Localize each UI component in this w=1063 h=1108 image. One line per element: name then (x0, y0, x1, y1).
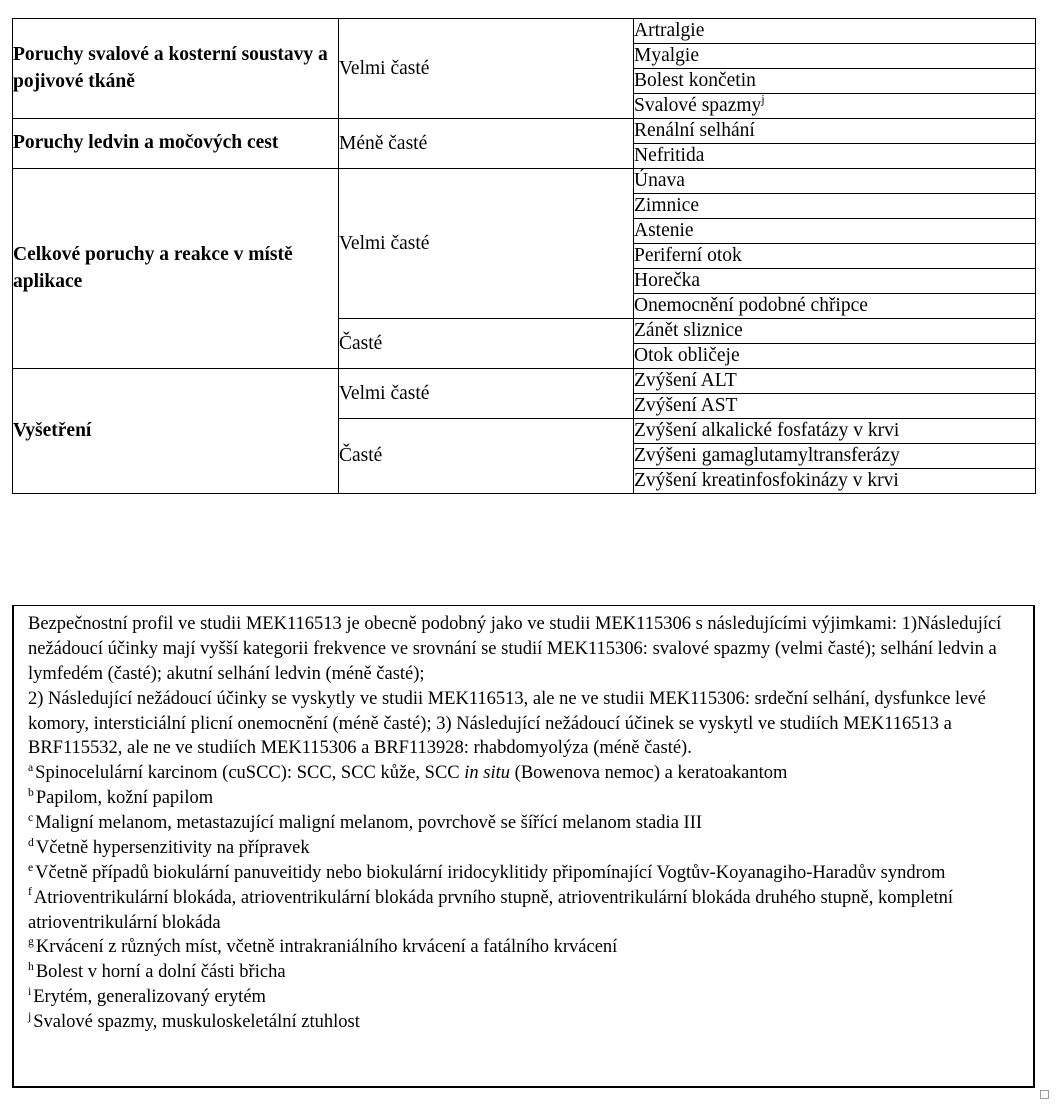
system-organ-class-cell: Poruchy ledvin a močových cest (13, 119, 339, 169)
footnote-item-marker: g (28, 935, 34, 949)
footnote-item (28, 886, 1023, 936)
adverse-reaction-term-cell (634, 94, 1036, 119)
footnote-item (28, 985, 1023, 1010)
footnote-item-text: Krvácení z různých míst, včetně intrakraniálního krvácení a fatálního krvácení (35, 937, 618, 958)
footnote-item (28, 935, 1023, 960)
table-row (13, 369, 1036, 394)
footnote-item-text: Spinocelulární karcinom (cuSCC): SCC, SCC kůže, SCC (35, 763, 465, 784)
adverse-reaction-term-cell (634, 119, 1036, 144)
adverse-reaction-term-label: Svalové spazmy (634, 95, 762, 117)
adverse-reaction-term-cell (634, 219, 1036, 244)
footnote-item-marker: c (28, 810, 34, 824)
adverse-reaction-term-label: Zvýšení AST (634, 395, 738, 417)
frequency-cell: Velmi časté (339, 169, 634, 319)
adverse-reaction-term-cell (634, 194, 1036, 219)
adverse-reaction-term-label: Bolest končetin (634, 70, 756, 92)
footnote-item (28, 861, 1023, 886)
adverse-reaction-term-cell (634, 469, 1036, 494)
system-organ-class-cell: Vyšetření (13, 369, 339, 494)
footnote-item-text: Včetně hypersenzitivity na přípravek (35, 837, 310, 858)
adverse-reaction-term-label: Zvýšeni gamaglutamyltransferázy (634, 445, 900, 467)
adverse-reaction-term-label: Astenie (634, 220, 694, 242)
adverse-reaction-term-cell (634, 44, 1036, 69)
adverse-reaction-term-cell (634, 369, 1036, 394)
frequency-cell: Velmi časté (339, 369, 634, 419)
footnote-item-marker: f (28, 885, 32, 899)
footnote-item-marker: h (28, 960, 34, 974)
frequency-cell: Časté (339, 319, 634, 369)
footnote-intro-paragraph: 2) Následující nežádoucí účinky se vyskytly ve studii MEK116513, ale ne ve studii MEK115306: srdeční selhání, dysfunkce levé komory, intersticiální plicní onemocnění (méně časté); 3) Následující nežádoucí účinek se vyskytl ve studiích MEK116513 a BRF115532, ale ne ve studiích MEK115306 a BRF113928: rhabdomyolýza (méně časté). (28, 688, 986, 759)
adverse-reaction-term-cell (634, 244, 1036, 269)
frequency-cell: Méně časté (339, 119, 634, 169)
footnote-item (28, 1010, 1023, 1035)
footnote-item-marker: e (28, 860, 34, 874)
table-row (13, 119, 1036, 144)
adverse-reaction-term-label: Periferní otok (634, 245, 742, 267)
table-row (13, 19, 1036, 44)
footnote-intro-paragraph: Bezpečnostní profil ve studii MEK116513 je obecně podobný jako ve studii MEK115306 s následujícími výjimkami: 1)Následující nežádoucí účinky mají vyšší kategorii frekvence ve srovnání se studií MEK115306: svalové spazmy (velmi časté); selhání ledvin a lymfedém (časté); akutní selhání ledvin (méně časté); (28, 614, 1002, 684)
adverse-reaction-term-label: Renální selhání (634, 120, 755, 142)
footnote-item-italic-text: in situ (464, 763, 511, 784)
adverse-reaction-term-cell (634, 344, 1036, 369)
adverse-reaction-term-label: Zvýšení kreatinfosfokinázy v krvi (634, 470, 899, 492)
adverse-reactions-table (12, 18, 1036, 494)
footnote-marker: j (761, 92, 765, 107)
adverse-reaction-term-cell (634, 69, 1036, 94)
adverse-reaction-term-label: Myalgie (634, 45, 699, 67)
adverse-reaction-term-cell (634, 294, 1036, 319)
adverse-reaction-term-cell (634, 169, 1036, 194)
footnote-item (28, 960, 1023, 985)
adverse-reaction-term-label: Onemocnění podobné chřipce (634, 295, 868, 317)
footnote-item-marker: i (28, 984, 32, 998)
adverse-reaction-term-label: Zvýšení ALT (634, 370, 737, 392)
page-corner-marker (1040, 1090, 1049, 1099)
footnote-item (28, 836, 1023, 861)
footnote-item-text: Papilom, kožní papilom (35, 788, 214, 809)
footnote-item-text: Svalové spazmy, muskuloskeletální ztuhlost (33, 1012, 360, 1032)
footnotes-block (12, 605, 1035, 1088)
footnote-item-text: Erytém, generalizovaný erytém (33, 987, 266, 1008)
adverse-reaction-term-label: Zánět sliznice (634, 320, 743, 342)
adverse-reaction-term-cell (634, 19, 1036, 44)
adverse-reaction-term-label: Nefritida (634, 145, 705, 167)
system-organ-class-cell: Celkové poruchy a reakce v místě aplikace (13, 169, 339, 369)
adverse-reaction-term-cell (634, 419, 1036, 444)
adverse-reaction-term-label: Únava (634, 170, 685, 192)
adverse-reactions-table-body (13, 19, 1036, 494)
adverse-reaction-term-label: Zvýšení alkalické fosfatázy v krvi (634, 420, 900, 442)
adverse-reaction-term-cell (634, 144, 1036, 169)
footnote-item-text: Maligní melanom, metastazující maligní melanom, povrchově se šířící melanom stadia III (35, 813, 703, 833)
footnote-item-text: Včetně případů biokulární panuveitidy nebo biokulární iridocyklitidy připomínající Vogtův-Koyanagiho-Haradův syndrom (35, 862, 946, 883)
footnote-item (28, 786, 1023, 811)
adverse-reaction-term-cell (634, 444, 1036, 469)
adverse-reaction-term-label: Artralgie (634, 20, 705, 42)
frequency-cell: Velmi časté (339, 19, 634, 119)
adverse-reaction-term-cell (634, 394, 1036, 419)
footnote-item-text: Atrioventrikulární blokáda, atrioventrikulární blokáda prvního stupně, atrioventrikulární blokáda druhého stupně, kompletní atrioventrikulární blokáda (28, 887, 954, 933)
footnote-item-text: Bolest v horní a dolní části břicha (35, 962, 286, 983)
footnote-item-marker: a (28, 761, 34, 775)
footnote-item-marker: j (28, 1009, 32, 1023)
adverse-reaction-term-label: Zimnice (634, 195, 699, 217)
footnote-item-marker: b (28, 785, 34, 799)
footnote-item-text-tail: (Bowenova nemoc) a keratoakantom (510, 763, 788, 784)
footnote-item-marker: d (28, 835, 34, 849)
adverse-reaction-term-cell (634, 269, 1036, 294)
frequency-cell: Časté (339, 419, 634, 494)
adverse-reaction-term-cell (634, 319, 1036, 344)
adverse-reaction-term-label: Horečka (634, 270, 701, 292)
footnote-item (28, 761, 1023, 786)
footnote-item (28, 811, 1023, 836)
system-organ-class-cell: Poruchy svalové a kosterní soustavy a pojivové tkáně (13, 19, 339, 119)
adverse-reaction-term-label: Otok obličeje (634, 345, 740, 367)
table-row (13, 169, 1036, 194)
